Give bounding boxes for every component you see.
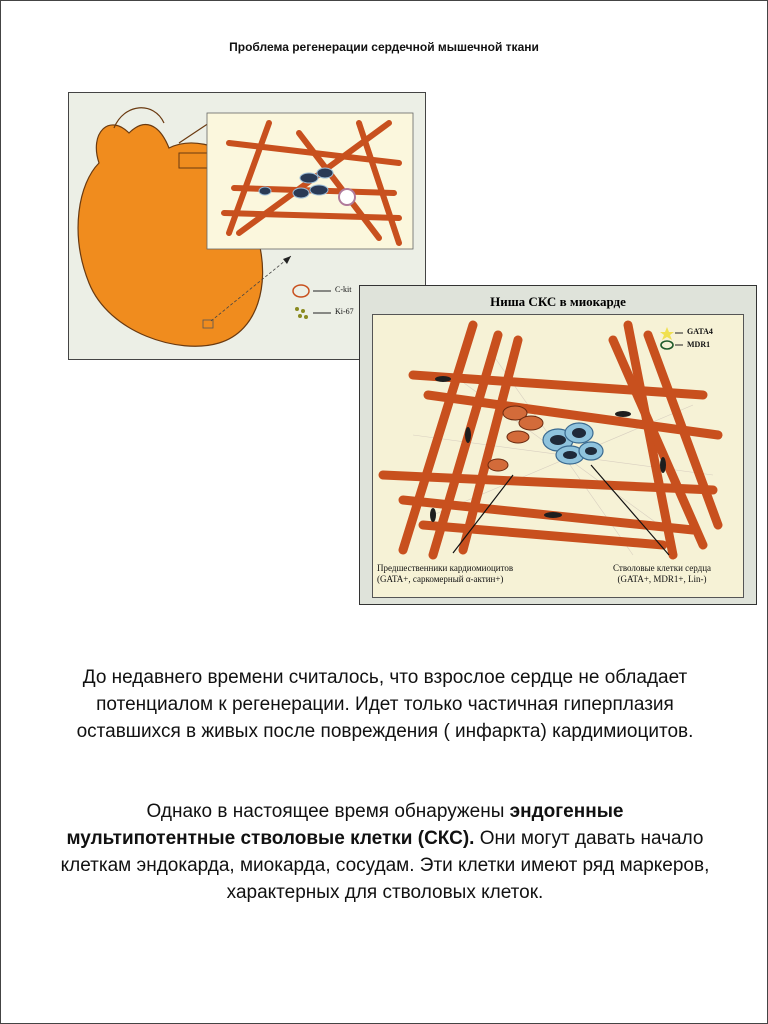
legend-ckit: C-kit xyxy=(335,285,352,294)
niche-figure xyxy=(359,285,757,605)
dots-icon xyxy=(295,307,308,319)
star-icon xyxy=(660,327,674,340)
ring-icon xyxy=(661,341,673,349)
paragraph-stem-cells: Однако в настоящее время обнаружены эндогенные мультипотентные стволовые клетки (СКС). Они могут давать начало клеткам эндокарда, миокарда, сосудам. Эти клетки имеют ряд маркеров, характерных для стволовых клеток. xyxy=(60,801,710,903)
niche-panel xyxy=(372,314,744,598)
niche-figure-title: Ниша СКС в миокарде xyxy=(490,294,626,309)
stem-cells-highlight: эндогенные мультипотентные стволовые клетки (СКС). xyxy=(66,801,624,849)
legend-mdr1: MDR1 xyxy=(687,340,711,349)
legend-ki67: Ki-67 xyxy=(335,307,354,316)
caption-precursors: Предшественники кардиомиоцитов (GATA+, саркомерный α-актин+) xyxy=(377,563,514,584)
slide-title: Проблема регенерации сердечной мышечной ткани xyxy=(229,40,539,54)
niche-illustration xyxy=(373,315,743,597)
ring-icon xyxy=(293,285,309,297)
caption-stem-cells: Стволовые клетки сердца (GATA+, MDR1+, Lin-) xyxy=(613,563,712,584)
paragraph-history: До недавнего времени считалось, что взрослое сердце не обладает потенциалом к регенерации. Идет только частичная гиперплазия оставшихся в живых после повреждения ( инфаркта) кардимиоцитов. xyxy=(76,667,694,742)
legend-gata4: GATA4 xyxy=(687,327,713,336)
